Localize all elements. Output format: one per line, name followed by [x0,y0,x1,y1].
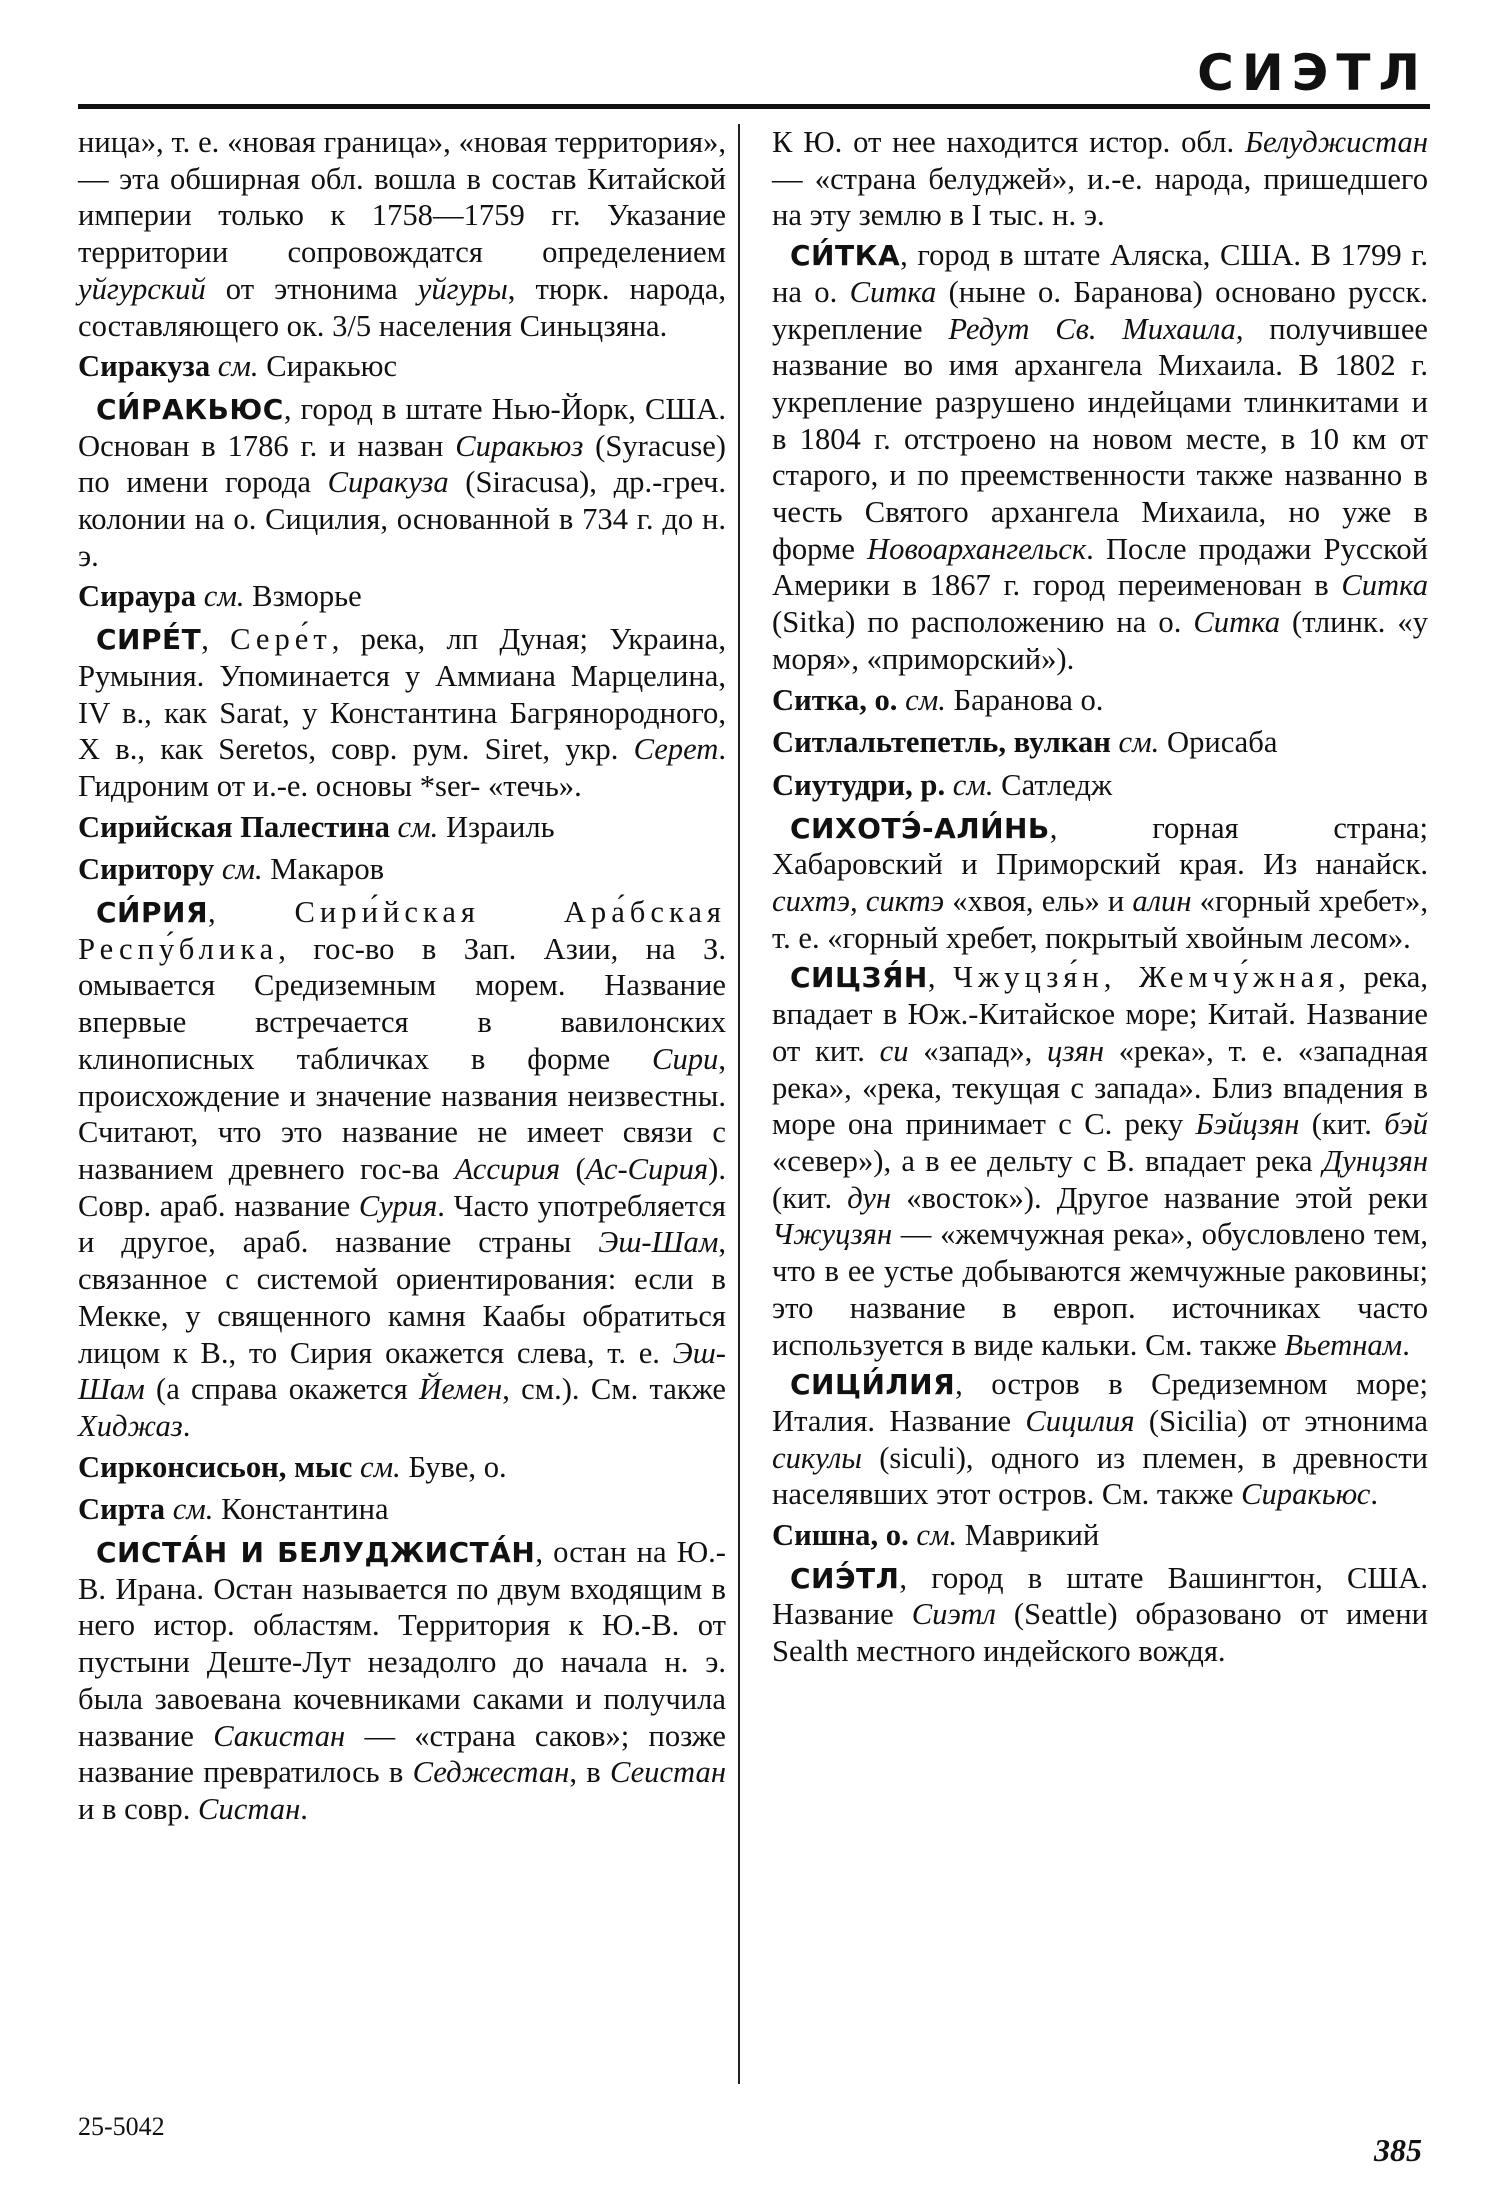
entry-seattle: СИЭ́ТЛ, город в штате Вашингтон, США. Название Сиэтл (Seattle) образовано от имени Sealth местного индейского вождя. [772,1560,1428,1669]
xref-entry: Сиракуза см. Сиракьюс [78,349,398,384]
right-column [772,124,1428,1673]
entry-sicily: СИЦИ́ЛИЯ, остров в Средиземном море; Италия. Название Сицилия (Sicilia) от этнонима сикулы (siculi), одного из племен, в древности населявших этот остров. См. также Сиракьюс. [772,1367,1428,1512]
xref-entry: Сирконсисьон, мыс см. Буве, о. [78,1449,507,1484]
entry-sikhote-alin: СИХОТЭ́-АЛИ́НЬ, горная страна; Хабаровский и Приморский края. Из нанайск. сихтэ, сиктэ «хвоя, ель» и алин «горный хребет», т. е. «горный хребет, покрытый хвойным лесом». [772,810,1429,955]
header-rule [78,104,1430,109]
entry-sistan: СИСТА́Н И БЕЛУДЖИСТА́Н, остан на Ю.-В. Ирана. Остан называется по двум входящим в него истор. областям. Территория к Ю.-В. от пустыни Деште-Лут незадолго до начала н. э. была завоевана кочевниками саками и получила название Сакистан — «страна саков»; позже название превратилось в Седжестан, в Сеистан и в совр. Систан. [78,1535,726,1826]
entry-siret: СИРЕ́Т, Сере́т, река, лп Дуная; Украина, Румыния. Упоминается у Аммиана Марцелина, IV в., как Sarat, у Константина Багрянородного, X в., как Seretos, совр. рум. Siret, укр. Серет. Гидроним от и.-е. основы *ser- «течь». [78,622,726,803]
xref-entry: Сирта см. Константина [78,1492,389,1527]
xref-entry: Сирийская Палестина см. Израиль [78,809,555,844]
entry-headword: СИ́ТКА [790,239,901,273]
entry-sitka: СИ́ТКА, город в штате Аляска, США. В 1799 г. на о. Ситка (ныне о. Баранова) основано русск. укрепление Редут Св. Михаила, получившее название во имя архангела Михаила. В 1802 г. укрепление разрушено индейцами тлинкитами и в 1804 г. отстроено на новом месте, в 10 км от старого, и по преемственности также названно в честь Святого архангела Михаила, но уже в форме Новоархангельск. После продажи Русской Америки в 1867 г. город переименован в Ситка (Sitka) по расположению на о. Ситка (тлинк. «у моря», «приморский»). [772,238,1428,676]
page-number: 385 [1374,2132,1422,2168]
entry-xinjiang-continuation: ница», т. е. «новая граница», «новая территория», — эта обширная обл. вошла в состав Китайской империи только к 1758—1759 гг. Указание территории сопровождатся определением уйгурский от этнонима уйгуры, тюрк. народа, составляющего ок. 3/5 населения Синьцзяна. [78,125,726,343]
xref-entry: Сишна, о. см. Маврикий [772,1518,1100,1553]
entry-headword: СИ́РИЯ [96,896,208,930]
signature-code: 25-5042 [78,2112,165,2141]
entry-headword: СИЭ́ТЛ [790,1561,900,1595]
left-column [78,124,726,1831]
entry-headword: СИРЕ́Т [96,623,202,657]
column-divider [738,124,740,2084]
xref-entry: Ситка, о. см. Баранова о. [772,682,1104,717]
entry-headword: СИЦЗЯ́Н [790,961,928,995]
entry-headword: СИЦИ́ЛИЯ [790,1368,956,1402]
entry-syria: СИ́РИЯ, Сири́йская Ара́бская Респу́блика, гос-во в Зап. Азии, на З. омывается Средиземным морем. Название впервые встречается в вавилонских клинописных табличках в форме Сири, происхождение и значение названия неизвестны. Считают, что это название не имеет связи с названием древнего гос-ва Ассирия (Ас-Сирия). Совр. араб. название Сурия. Часто употребляется и другое, араб. название страны Эш-Шам, связанное с системой ориентирования: если в Мекке, у священного камня Каабы обратиться лицом к В., то Сирия окажется слева, т. е. Эш-Шам (а справа окажется Йемен, см.). См. также Хиджаз. [78,895,727,1443]
xref-entry: Сиритору см. Макаров [78,852,385,887]
entry-sistan-continuation: К Ю. от нее находится истор. обл. Белуджистан — «страна белуджей», и.-е. народа, пришедшего на эту землю в I тыс. н. э. [772,125,1428,233]
entry-syracuse: СИ́РАКЬЮС, город в штате Нью-Йорк, США. Основан в 1786 г. и назван Сиракьюз (Syracuse) по имени города Сиракуза (Siracusa), др.-греч. колонии на о. Сицилия, основанной в 734 г. до н. э. [78,391,726,573]
entry-headword: СИСТА́Н И БЕЛУДЖИСТА́Н [96,1536,536,1570]
xref-entry: Сиутудри, р. см. Сатледж [772,767,1113,802]
entry-headword: СИ́РАКЬЮС [96,392,284,426]
entry-headword: СИХОТЭ́-АЛИ́НЬ [790,811,1050,845]
running-head-title: СИЭТЛ [1197,44,1428,102]
xref-entry: Ситлальтепетль, вулкан см. Орисаба [772,725,1278,760]
xref-entry: Сираура см. Взморье [78,579,362,614]
entry-xijiang: СИЦЗЯ́Н, Чжуцзя́н, Жемчу́жная, река, впадает в Юж.-Китайское море; Китай. Название от кит. си «запад», цзян «река», т. е. «западная река», «река, текущая с запада». Близ впадения в море она принимает с С. реку Бэйцзян (кит. бэй «север»), а в ее дельту с В. впадает река Дунцзян (кит. дун «восток»). Другое название этой реки Чжуцзян — «жемчужная река», обусловлено тем, что в ее устье добываются жемчужные раковины; это название в европ. источниках часто используется в виде кальки. См. также Вьетнам. [772,960,1429,1362]
